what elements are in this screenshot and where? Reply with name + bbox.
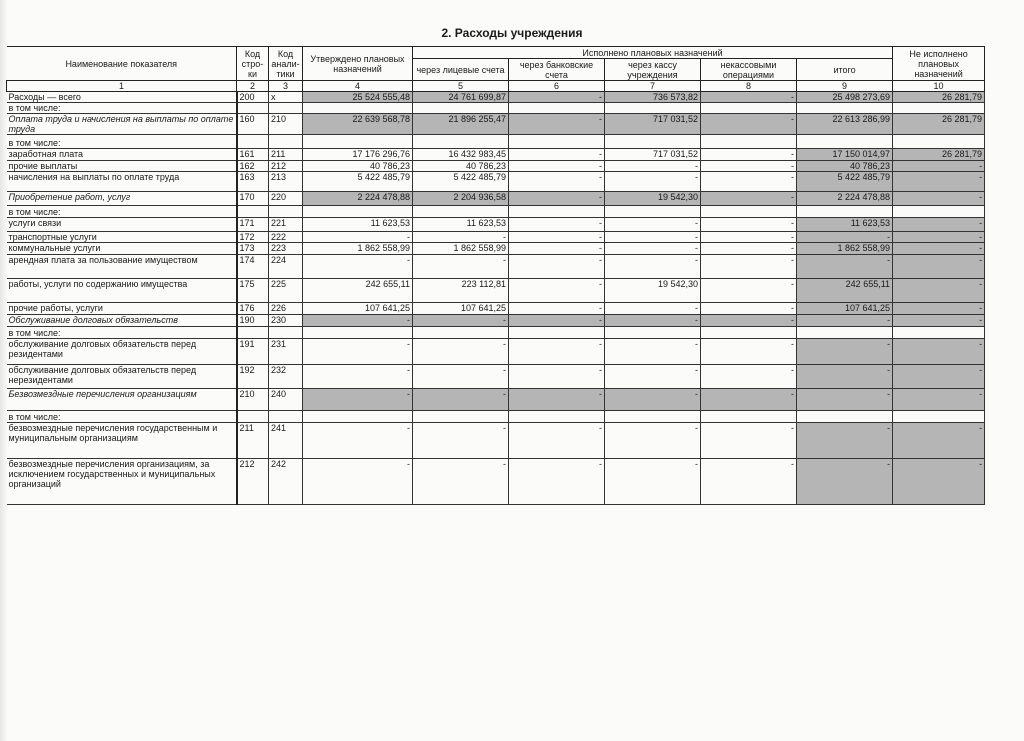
noncash-value: - [701,365,797,389]
noncash-value: - [701,161,797,172]
approved-value: 22 639 568,78 [303,114,413,135]
via-personal-value: 1 862 558,99 [413,243,509,255]
row-name: прочие работы, услуги [7,303,237,315]
approved-value: 1 862 558,99 [303,243,413,255]
via-bank-value: - [509,279,605,303]
approved-value: - [303,459,413,505]
via-personal-value: - [413,423,509,459]
approved-value: - [303,389,413,411]
via-bank-value: - [509,243,605,255]
header-via-bank: через банковские счета [509,59,605,81]
via-cash-value: - [605,172,701,192]
row-code: 174 [237,255,269,279]
analytic-code: x [269,92,303,103]
row-name: прочие выплаты [7,161,237,172]
row-name: безвозмездные перечисления государственным и муниципальным организациям [7,423,237,459]
via-cash-value: - [605,423,701,459]
table-row [7,135,985,149]
via-cash-value: 19 542,30 [605,279,701,303]
table-row [7,92,985,103]
total-value: 22 613 286,99 [797,114,893,135]
via-personal-value: - [413,365,509,389]
row-code: 161 [237,149,269,161]
analytic-code: 240 [269,389,303,411]
noncash-value: - [701,92,797,103]
total-value: - [797,423,893,459]
via-personal-value: 107 641,25 [413,303,509,315]
row-code: 211 [237,423,269,459]
analytic-code: 212 [269,161,303,172]
noncash-value: - [701,459,797,505]
total-value: 5 422 485,79 [797,172,893,192]
table-row [7,459,985,505]
via-bank-value: - [509,315,605,327]
noncash-value: - [701,339,797,365]
col-number: 5 [413,81,509,92]
approved-value: 2 224 478,88 [303,192,413,206]
not-executed-value: - [893,192,985,206]
noncash-value: - [701,232,797,243]
analytic-code: 242 [269,459,303,505]
via-bank-value: - [509,161,605,172]
row-name: в том числе: [7,327,237,339]
via-cash-value: - [605,365,701,389]
noncash-value: - [701,389,797,411]
via-personal-value: - [413,255,509,279]
row-name: Расходы — всего [7,92,237,103]
analytic-code: 230 [269,315,303,327]
col-number: 2 [237,81,269,92]
via-personal-value: - [413,315,509,327]
table-row [7,315,985,327]
approved-value: - [303,315,413,327]
not-executed-value: - [893,255,985,279]
via-bank-value: - [509,303,605,315]
row-name: в том числе: [7,411,237,423]
not-executed-value: - [893,315,985,327]
col-number: 1 [7,81,237,92]
noncash-value: - [701,315,797,327]
row-name: заработная плата [7,149,237,161]
not-executed-value: 26 281,79 [893,149,985,161]
row-name: в том числе: [7,103,237,114]
total-value: 25 498 273,69 [797,92,893,103]
header-not-executed: Не исполнено плановых назначений [893,47,985,81]
approved-value: 17 176 296,76 [303,149,413,161]
noncash-value: - [701,243,797,255]
table-row [7,161,985,172]
total-value: - [797,389,893,411]
table-row [7,365,985,389]
not-executed-value: - [893,279,985,303]
col-number: 8 [701,81,797,92]
row-code: 192 [237,365,269,389]
analytic-code: 224 [269,255,303,279]
via-bank-value: - [509,365,605,389]
row-name: Оплата труда и начисления на выплаты по оплате труда [7,114,237,135]
via-cash-value: - [605,339,701,365]
not-executed-value: - [893,161,985,172]
via-personal-value: 21 896 255,47 [413,114,509,135]
via-bank-value: - [509,232,605,243]
total-value: - [797,255,893,279]
total-value: 2 224 478,88 [797,192,893,206]
noncash-value: - [701,114,797,135]
approved-value: 40 786,23 [303,161,413,172]
via-cash-value: - [605,218,701,232]
table-row [7,218,985,232]
row-name: Обслуживание долговых обязательств [7,315,237,327]
total-value: 1 862 558,99 [797,243,893,255]
row-code: 160 [237,114,269,135]
via-cash-value: - [605,232,701,243]
row-name: Безвозмездные перечисления организациям [7,389,237,411]
analytic-code: 225 [269,279,303,303]
via-bank-value: - [509,339,605,365]
row-name: безвозмездные перечисления организациям, за исключением государственных и муниципальных организаций [7,459,237,505]
col-number: 9 [797,81,893,92]
approved-value: - [303,255,413,279]
noncash-value: - [701,218,797,232]
not-executed-value: - [893,243,985,255]
col-number: 10 [893,81,985,92]
via-bank-value: - [509,389,605,411]
total-value: 107 641,25 [797,303,893,315]
analytic-code: 210 [269,114,303,135]
header-row-code: Код стро-ки [237,47,269,81]
via-cash-value: - [605,389,701,411]
via-personal-value: 40 786,23 [413,161,509,172]
approved-value: 11 623,53 [303,218,413,232]
via-cash-value: - [605,161,701,172]
table-row [7,327,985,339]
analytic-code: 241 [269,423,303,459]
row-name: Приобретение работ, услуг [7,192,237,206]
analytic-code: 226 [269,303,303,315]
via-personal-value: 11 623,53 [413,218,509,232]
not-executed-value: - [893,365,985,389]
col-number: 4 [303,81,413,92]
analytic-code: 211 [269,149,303,161]
total-value: - [797,232,893,243]
table-row [7,114,985,135]
noncash-value: - [701,172,797,192]
total-value: - [797,459,893,505]
table-row [7,411,985,423]
via-cash-value: - [605,459,701,505]
via-cash-value: 736 573,82 [605,92,701,103]
table-row [7,279,985,303]
col-number: 3 [269,81,303,92]
row-code: 175 [237,279,269,303]
via-personal-value: - [413,232,509,243]
analytic-code: 231 [269,339,303,365]
table-row [7,172,985,192]
via-bank-value: - [509,218,605,232]
not-executed-value: - [893,423,985,459]
noncash-value: - [701,149,797,161]
not-executed-value: - [893,339,985,365]
page-title: 2. Расходы учреждения [441,26,583,40]
via-personal-value: - [413,389,509,411]
header-name: Наименование показателя [7,47,237,81]
noncash-value: - [701,192,797,206]
header-executed: Исполнено плановых назначений [413,47,893,59]
noncash-value: - [701,423,797,459]
table-row [7,255,985,279]
via-bank-value: - [509,172,605,192]
row-name: обслуживание долговых обязательств перед нерезидентами [7,365,237,389]
row-code: 162 [237,161,269,172]
not-executed-value: - [893,459,985,505]
via-personal-value: - [413,459,509,505]
table-row [7,339,985,365]
via-personal-value: - [413,339,509,365]
table-row [7,149,985,161]
via-personal-value: 16 432 983,45 [413,149,509,161]
not-executed-value: - [893,303,985,315]
via-bank-value: - [509,92,605,103]
table-row [7,423,985,459]
via-bank-value: - [509,149,605,161]
via-cash-value: - [605,243,701,255]
approved-value: 242 655,11 [303,279,413,303]
via-cash-value: - [605,315,701,327]
approved-value: - [303,339,413,365]
table-row [7,232,985,243]
approved-value: 25 524 555,48 [303,92,413,103]
not-executed-value: 26 281,79 [893,114,985,135]
noncash-value: - [701,255,797,279]
via-personal-value: 5 422 485,79 [413,172,509,192]
row-code: 210 [237,389,269,411]
row-name: работы, услуги по содержанию имущества [7,279,237,303]
via-bank-value: - [509,192,605,206]
row-name: обслуживание долговых обязательств перед резидентами [7,339,237,365]
header-via-cash: через кассу учреждения [605,59,701,81]
via-bank-value: - [509,114,605,135]
not-executed-value: - [893,232,985,243]
row-code: 212 [237,459,269,505]
via-personal-value: 2 204 936,58 [413,192,509,206]
header-analytic-code: Код анали-тики [269,47,303,81]
approved-value: 107 641,25 [303,303,413,315]
row-name: в том числе: [7,206,237,218]
via-cash-value: 19 542,30 [605,192,701,206]
row-name: арендная плата за пользование имуществом [7,255,237,279]
row-name: начисления на выплаты по оплате труда [7,172,237,192]
header-total: итого [797,59,893,81]
approved-value: - [303,365,413,389]
via-personal-value: 24 761 699,87 [413,92,509,103]
via-personal-value: 223 112,81 [413,279,509,303]
not-executed-value: - [893,172,985,192]
row-code: 200 [237,92,269,103]
total-value: - [797,339,893,365]
row-code: 163 [237,172,269,192]
header-approved: Утверждено плановых назначений [303,47,413,81]
row-code: 170 [237,192,269,206]
approved-value: 5 422 485,79 [303,172,413,192]
noncash-value: - [701,303,797,315]
total-value: 11 623,53 [797,218,893,232]
table-row [7,303,985,315]
via-cash-value: 717 031,52 [605,149,701,161]
table-row [7,243,985,255]
analytic-code: 232 [269,365,303,389]
table-row [7,206,985,218]
not-executed-value: - [893,389,985,411]
total-value: 17 150 014,97 [797,149,893,161]
total-value: - [797,315,893,327]
row-code: 172 [237,232,269,243]
table-row [7,103,985,114]
table-row [7,389,985,411]
expenses-table [6,46,985,505]
table-row [7,192,985,206]
header-via-personal: через лицевые счета [413,59,509,81]
row-code: 176 [237,303,269,315]
row-code: 191 [237,339,269,365]
via-cash-value: - [605,303,701,315]
via-bank-value: - [509,459,605,505]
analytic-code: 223 [269,243,303,255]
analytic-code: 222 [269,232,303,243]
row-name: транспортные услуги [7,232,237,243]
noncash-value: - [701,279,797,303]
row-code: 173 [237,243,269,255]
analytic-code: 220 [269,192,303,206]
via-cash-value: - [605,255,701,279]
col-number: 7 [605,81,701,92]
via-bank-value: - [509,255,605,279]
analytic-code: 221 [269,218,303,232]
via-bank-value: - [509,423,605,459]
header-noncash: некассовыми операциями [701,59,797,81]
col-number: 6 [509,81,605,92]
not-executed-value: 26 281,79 [893,92,985,103]
analytic-code: 213 [269,172,303,192]
total-value: 242 655,11 [797,279,893,303]
row-name: коммунальные услуги [7,243,237,255]
row-name: услуги связи [7,218,237,232]
total-value: - [797,365,893,389]
not-executed-value: - [893,218,985,232]
row-code: 190 [237,315,269,327]
approved-value: - [303,423,413,459]
total-value: 40 786,23 [797,161,893,172]
row-code: 171 [237,218,269,232]
via-cash-value: 717 031,52 [605,114,701,135]
approved-value: - [303,232,413,243]
row-name: в том числе: [7,135,237,149]
